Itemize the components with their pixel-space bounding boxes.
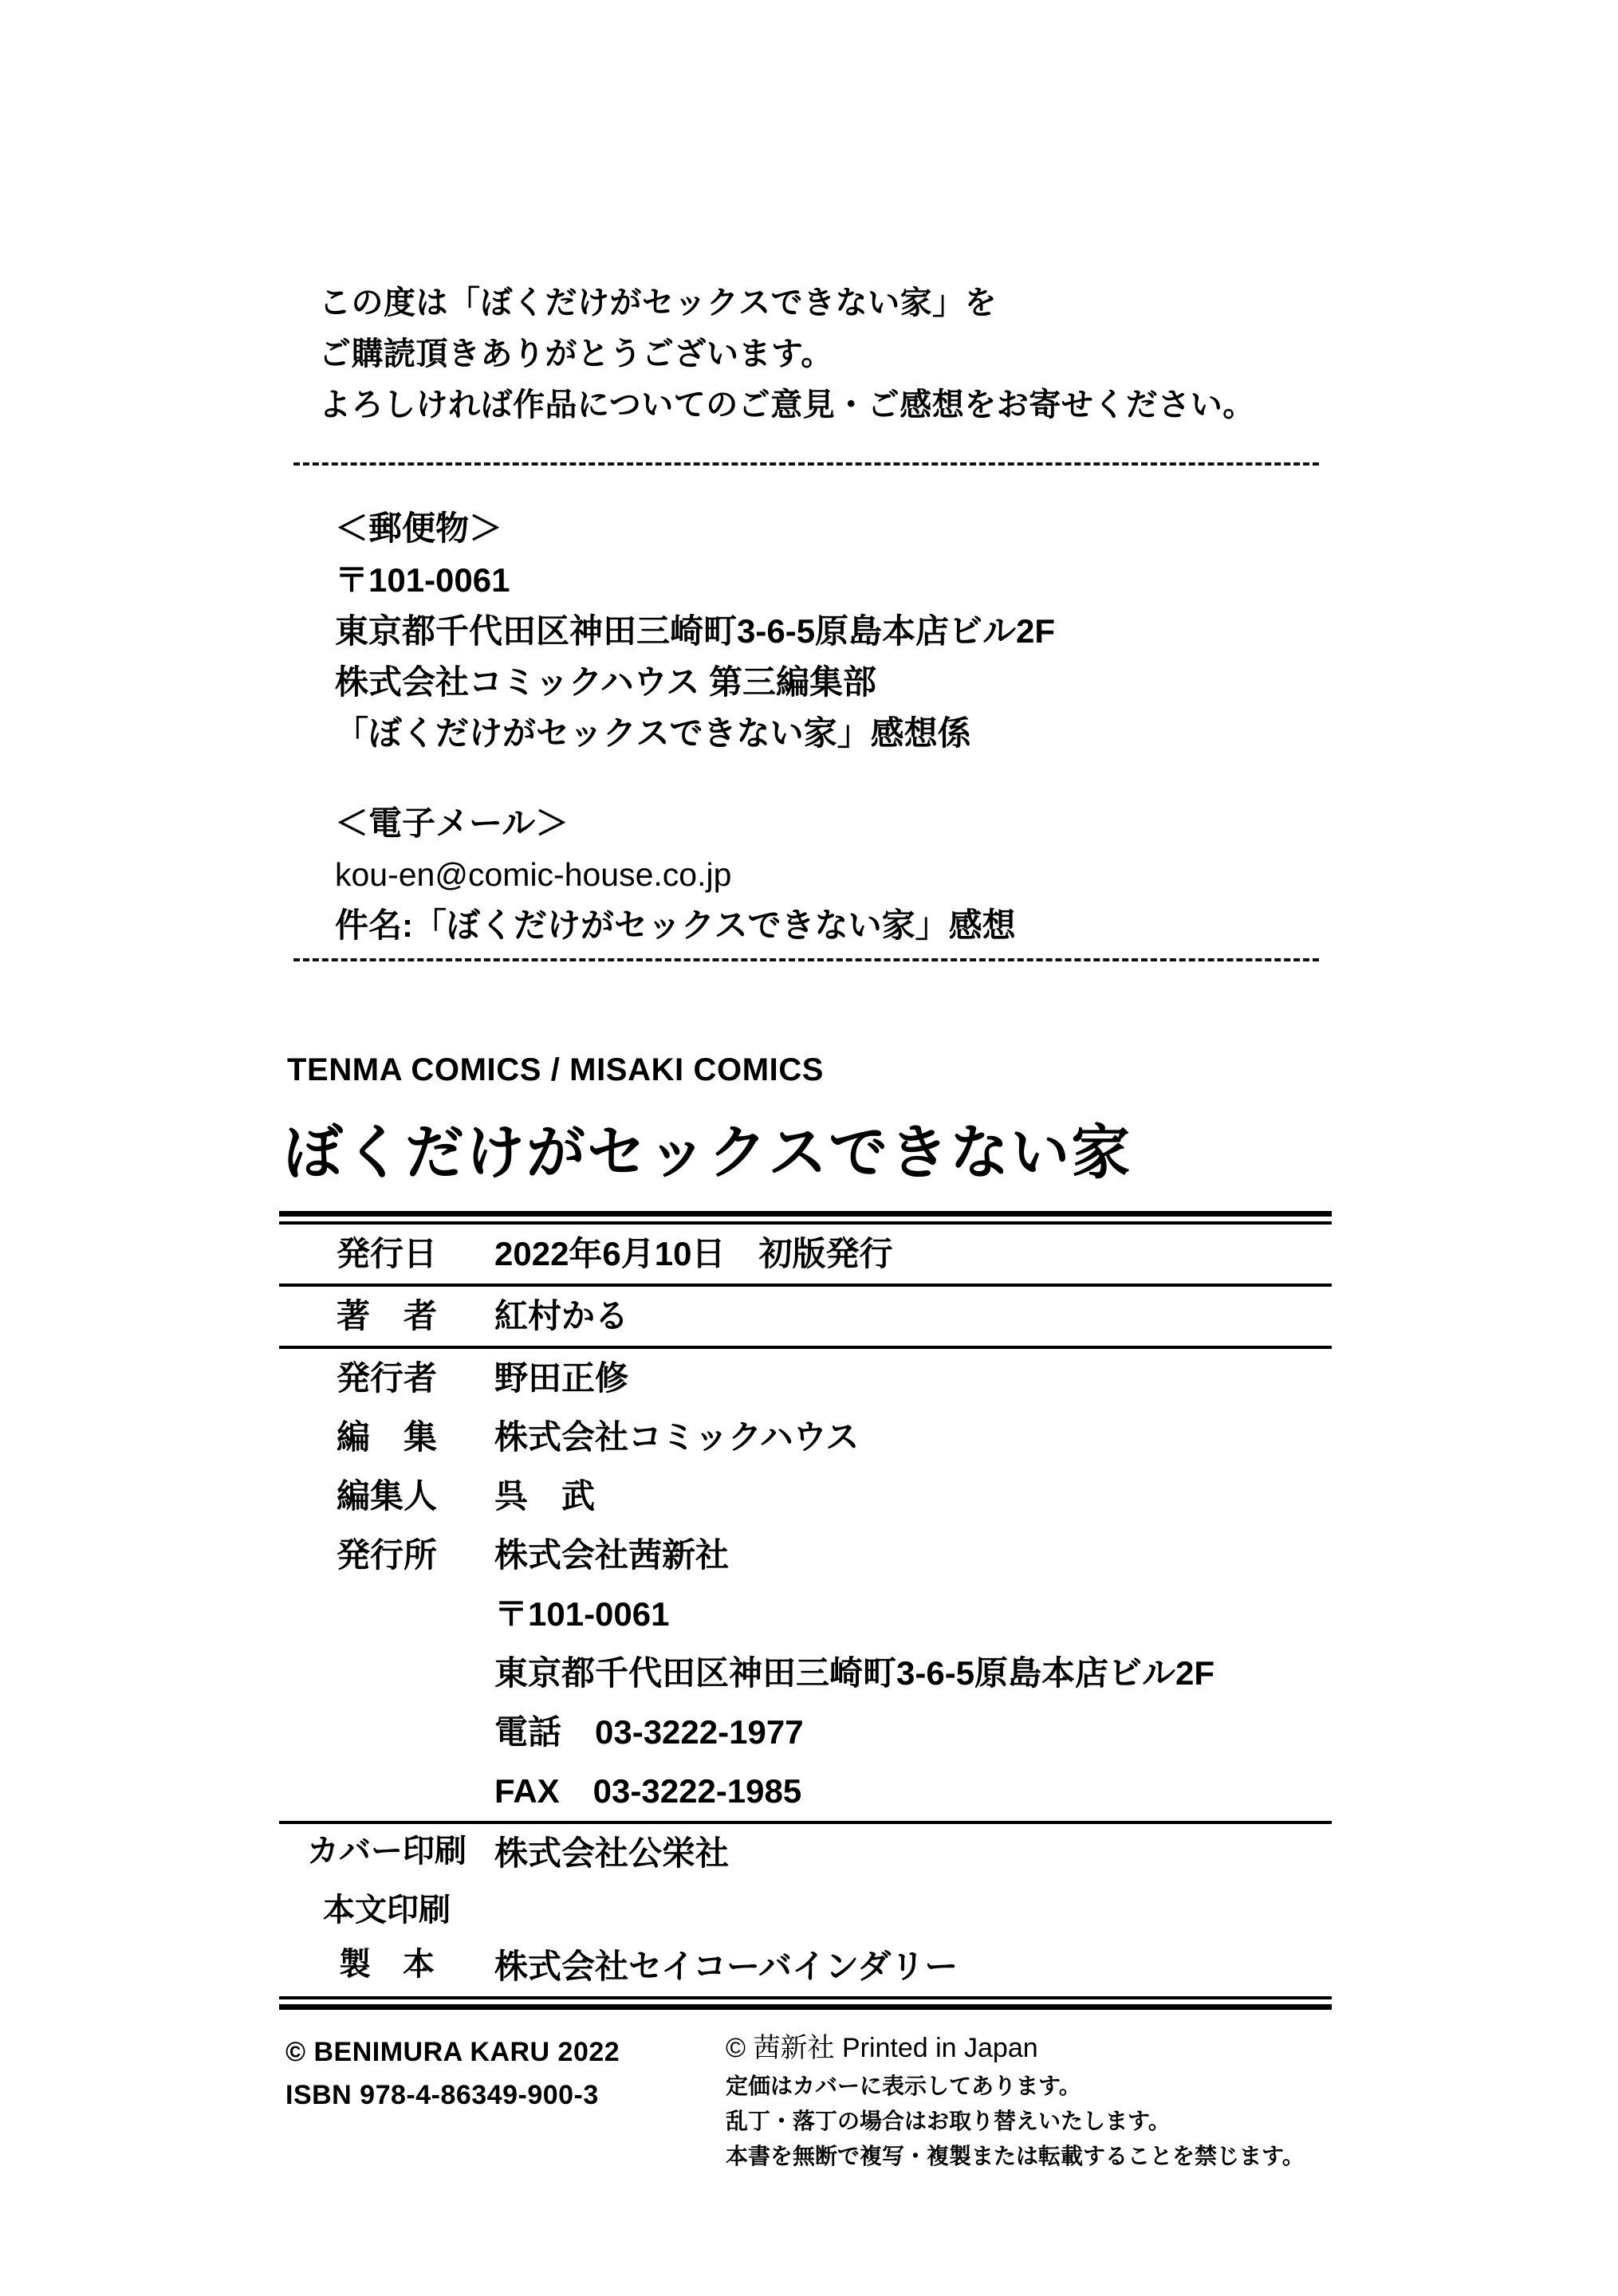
intro-line-1: この度は「ぼくだけがセックスできない家」を bbox=[319, 285, 998, 320]
note-defect: 乱丁・落丁の場合はお取り替えいたします。 bbox=[726, 2109, 1171, 2133]
table-row bbox=[279, 1585, 1332, 1644]
colophon-block bbox=[279, 1052, 1332, 2198]
publisher-copyright-line: © 茜新社 Printed in Japan bbox=[726, 2033, 1038, 2063]
printing-table bbox=[279, 1824, 1332, 1996]
note-reproduction: 本書を無断で複写・複製または転載することを禁じます。 bbox=[726, 2144, 1305, 2168]
table-row bbox=[279, 1225, 1332, 1284]
footer-right bbox=[726, 2027, 1305, 2174]
table-row bbox=[279, 1467, 1332, 1526]
rule-thick-bottom bbox=[279, 2004, 1332, 2010]
credits-table-author bbox=[279, 1287, 1332, 1346]
row-value-publisher: 野田正修 bbox=[494, 1359, 629, 1397]
dashed-divider-bottom bbox=[293, 958, 1319, 961]
postal-heading: ＜郵便物＞ bbox=[335, 509, 503, 547]
row-label-blank-4 bbox=[279, 1762, 494, 1821]
intro-line-2: ご購読頂きありがとうございます。 bbox=[319, 336, 833, 372]
intro-message bbox=[319, 277, 1356, 431]
rule-thick-top bbox=[279, 1211, 1332, 1217]
note-price: 定価はカバーに表示してあります。 bbox=[726, 2074, 1081, 2098]
table-row bbox=[279, 1349, 1332, 1408]
row-label-cover-printing: カバー印刷 bbox=[307, 1834, 467, 1869]
table-row bbox=[279, 1703, 1332, 1762]
email-heading: ＜電子メール＞ bbox=[335, 804, 569, 842]
email-subject: 件名:「ぼくだけがセックスできない家」感想 bbox=[335, 906, 1016, 944]
row-label-issuer: 発行所 bbox=[336, 1536, 437, 1574]
postal-company: 株式会社コミックハウス 第三編集部 bbox=[335, 663, 877, 701]
row-value-author: 紅村かる bbox=[494, 1297, 629, 1335]
table-row bbox=[279, 1824, 1332, 1883]
table-row bbox=[279, 1644, 1332, 1703]
table-row bbox=[279, 1526, 1332, 1585]
postal-address: 東京都千代田区神田三崎町3-6-5原島本店ビル2F bbox=[335, 612, 1056, 650]
table-row bbox=[279, 1937, 1332, 1996]
row-value-editor: 呉 武 bbox=[494, 1477, 596, 1515]
credits-table-publisher bbox=[279, 1349, 1332, 1821]
row-label-author: 著 者 bbox=[336, 1297, 437, 1335]
row-label-text-printing: 本文印刷 bbox=[323, 1893, 451, 1928]
isbn-line: ISBN 978-4-86349-900-3 bbox=[285, 2080, 599, 2110]
row-label-blank-3 bbox=[279, 1703, 494, 1762]
row-label-editing: 編 集 bbox=[336, 1418, 437, 1456]
footer-block bbox=[279, 2023, 1332, 2198]
footer-left bbox=[285, 2031, 620, 2117]
row-value-text-printing bbox=[494, 1883, 1332, 1937]
table-row bbox=[279, 1408, 1332, 1467]
email-address: kou-en@comic-house.co.jp bbox=[335, 856, 732, 893]
row-value-pubdate: 2022年6月10日 初版発行 bbox=[494, 1235, 893, 1272]
publisher-address: 東京都千代田区神田三崎町3-6-5原島本店ビル2F bbox=[494, 1654, 1215, 1692]
row-value-editing: 株式会社コミックハウス bbox=[494, 1418, 860, 1456]
postal-attention: 「ぼくだけがセックスできない家」感想係 bbox=[335, 714, 971, 752]
table-row bbox=[279, 1883, 1332, 1937]
publisher-postal-code: 〒101-0061 bbox=[494, 1595, 670, 1633]
row-value-cover-printing: 株式会社公栄社 bbox=[494, 1834, 730, 1872]
row-label-pubdate: 発行日 bbox=[336, 1235, 437, 1272]
row-label-editor: 編集人 bbox=[336, 1477, 437, 1515]
credits-table bbox=[279, 1225, 1332, 1284]
row-value-binding: 株式会社セイコーバインダリー bbox=[494, 1948, 959, 1985]
row-label-binding: 製 本 bbox=[339, 1947, 435, 1982]
book-title: ぼくだけがセックスできない家 bbox=[284, 1119, 1132, 1185]
email-block bbox=[335, 797, 1372, 951]
publisher-phone: 電話 03-3222-1977 bbox=[494, 1713, 804, 1751]
table-row bbox=[279, 1762, 1332, 1821]
copyright-line: © BENIMURA KARU 2022 bbox=[285, 2037, 620, 2067]
table-row bbox=[279, 1287, 1332, 1346]
postal-code: 〒101-0061 bbox=[335, 561, 510, 599]
series-label: TENMA COMICS / MISAKI COMICS bbox=[287, 1052, 825, 1087]
row-label-blank-2 bbox=[279, 1644, 494, 1703]
dashed-divider-top bbox=[293, 462, 1319, 466]
row-label-publisher: 発行者 bbox=[336, 1359, 437, 1397]
row-value-issuer: 株式会社茜新社 bbox=[494, 1536, 730, 1574]
contact-block bbox=[335, 502, 1372, 951]
row-label-blank-1 bbox=[279, 1585, 494, 1644]
publisher-fax: FAX 03-3222-1985 bbox=[494, 1772, 802, 1810]
intro-line-3: よろしければ作品についてのご意見・ご感想をお寄せください。 bbox=[319, 387, 1255, 423]
